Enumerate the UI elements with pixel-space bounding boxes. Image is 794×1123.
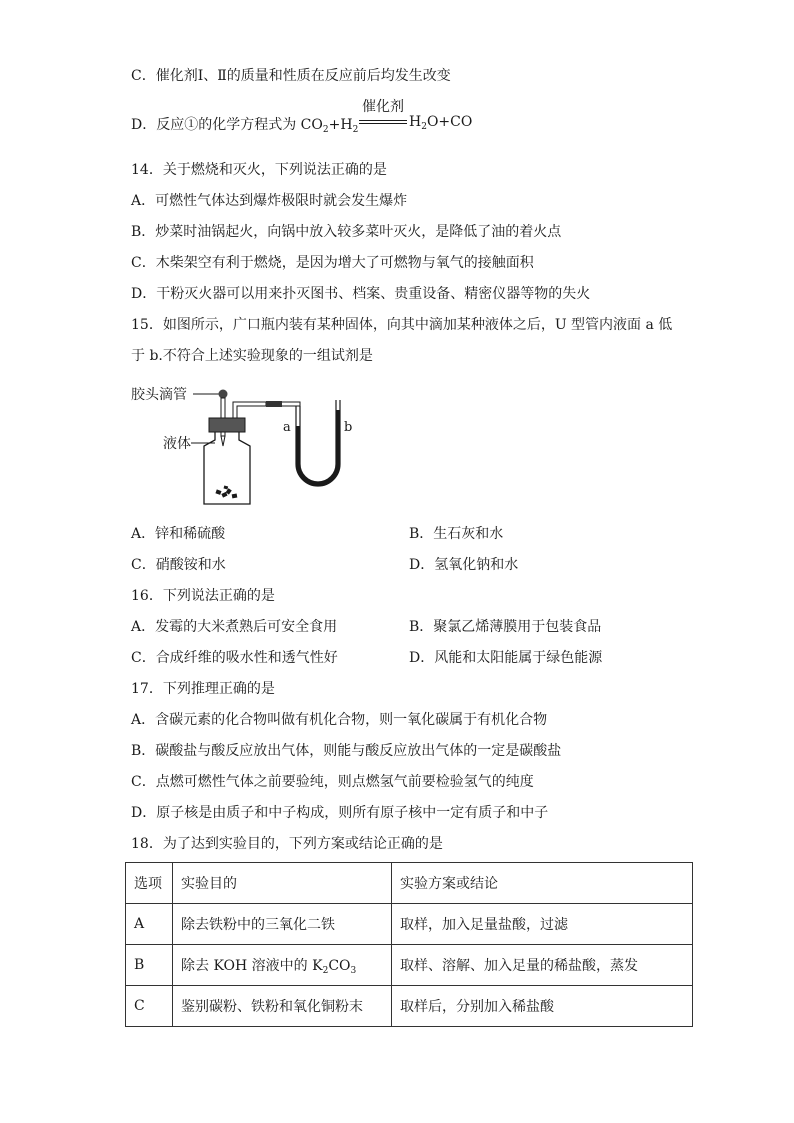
q13-option-c: C．催化剂Ⅰ、Ⅱ的质量和性质在反应前后均发生改变 (131, 68, 451, 84)
table-header-row (126, 863, 693, 904)
header-option: 选项 (126, 863, 173, 904)
q13-option-d-rhs: $H_2O+CO$ (409, 114, 473, 132)
dropper-label: 胶头滴管 (131, 387, 187, 403)
u-tube-liquid (298, 410, 338, 484)
q15-option-c: C．硝酸铵和水 (131, 557, 226, 573)
table-row (126, 986, 693, 1027)
q16-stem: 16．下列说法正确的是 (131, 588, 275, 604)
catalyst-label: 催化剂 (362, 99, 404, 115)
row-c-option: C (126, 986, 173, 1027)
q17-option-b: B．碳酸盐与酸反应放出气体，则能与酸反应放出气体的一定是碳酸盐 (131, 743, 562, 759)
q14-option-c: C．木柴架空有利于燃烧，是因为增大了可燃物与氧气的接触面积 (131, 255, 534, 271)
q18-table (125, 862, 693, 1027)
q14-option-a: A．可燃性气体达到爆炸极限时就会发生爆炸 (131, 193, 408, 209)
q14-option-d: D．干粉灭火器可以用来扑灭图书、档案、贵重设备、精密仪器等物的失火 (131, 286, 591, 302)
q15-option-a: A．锌和稀硫酸 (131, 526, 226, 542)
q17-option-c: C．点燃可燃性气体之前要验纯，则点燃氢气前要检验氢气的纯度 (131, 774, 534, 790)
q14-stem: 14．关于燃烧和灭火，下列说法正确的是 (131, 162, 387, 178)
stopper (209, 418, 245, 432)
equals-sign (359, 120, 407, 124)
q13-option-d (131, 98, 551, 144)
table-row (126, 904, 693, 945)
q15-stem-line1: 15．如图所示，广口瓶内装有某种固体，向其中滴加某种液体之后，U 型管内液面 a 低 (131, 317, 673, 333)
header-plan: 实验方案或结论 (392, 863, 693, 904)
u-tube-apparatus-figure (131, 382, 361, 507)
liquid-label: 液体 (163, 436, 191, 452)
solid-particles (215, 486, 237, 499)
label-b: b (344, 420, 353, 435)
q15-option-b: B．生石灰和水 (409, 526, 504, 542)
rubber-connector (266, 401, 282, 407)
connecting-tube (282, 402, 300, 406)
dropper-bulb (219, 390, 228, 399)
q13-option-d-lhs: D．反应①的化学方程式为 $CO_2+H_2$ (131, 117, 359, 135)
row-b-purpose: 除去 KOH 溶液中的 $K_2CO_3$ (173, 945, 392, 986)
row-b-plan: 取样、溶解、加入足量的稀盐酸，蒸发 (392, 945, 693, 986)
reaction-condition (359, 98, 407, 124)
row-a-plan: 取样，加入足量盐酸，过滤 (392, 904, 693, 945)
q18-stem: 18．为了达到实验目的，下列方案或结论正确的是 (131, 836, 443, 852)
row-c-purpose: 鉴别碳粉、铁粉和氧化铜粉末 (173, 986, 392, 1027)
q17-option-d: D．原子核是由质子和中子构成，则所有原子核中一定有质子和中子 (131, 805, 549, 821)
table-row (126, 945, 693, 986)
q14-option-b: B．炒菜时油锅起火，向锅中放入较多菜叶灭火，是降低了油的着火点 (131, 224, 562, 240)
row-a-option: A (126, 904, 173, 945)
q16-option-c: C．合成纤维的吸水性和透气性好 (131, 650, 338, 666)
row-a-purpose: 除去铁粉中的三氧化二铁 (173, 904, 392, 945)
dropper-tip (221, 436, 225, 446)
q16-option-d: D．风能和太阳能属于绿色能源 (409, 650, 603, 666)
q16-option-a: A．发霉的大米煮熟后可安全食用 (131, 619, 338, 635)
q17-option-a: A．含碳元素的化合物叫做有机化合物，则一氧化碳属于有机化合物 (131, 712, 548, 728)
q17-stem: 17．下列推理正确的是 (131, 681, 275, 697)
u-tube-inner (300, 400, 336, 482)
q15-stem-line2: 于 b.不符合上述实验现象的一组试剂是 (131, 348, 373, 364)
row-c-plan: 取样后，分别加入稀盐酸 (392, 986, 693, 1027)
delivery-tube (233, 402, 266, 418)
row-b-option: B (126, 945, 173, 986)
header-purpose: 实验目的 (173, 863, 392, 904)
q15-option-d: D．氢氧化钠和水 (409, 557, 519, 573)
label-a: a (283, 420, 291, 435)
q16-option-b: B．聚氯乙烯薄膜用于包装食品 (409, 619, 602, 635)
